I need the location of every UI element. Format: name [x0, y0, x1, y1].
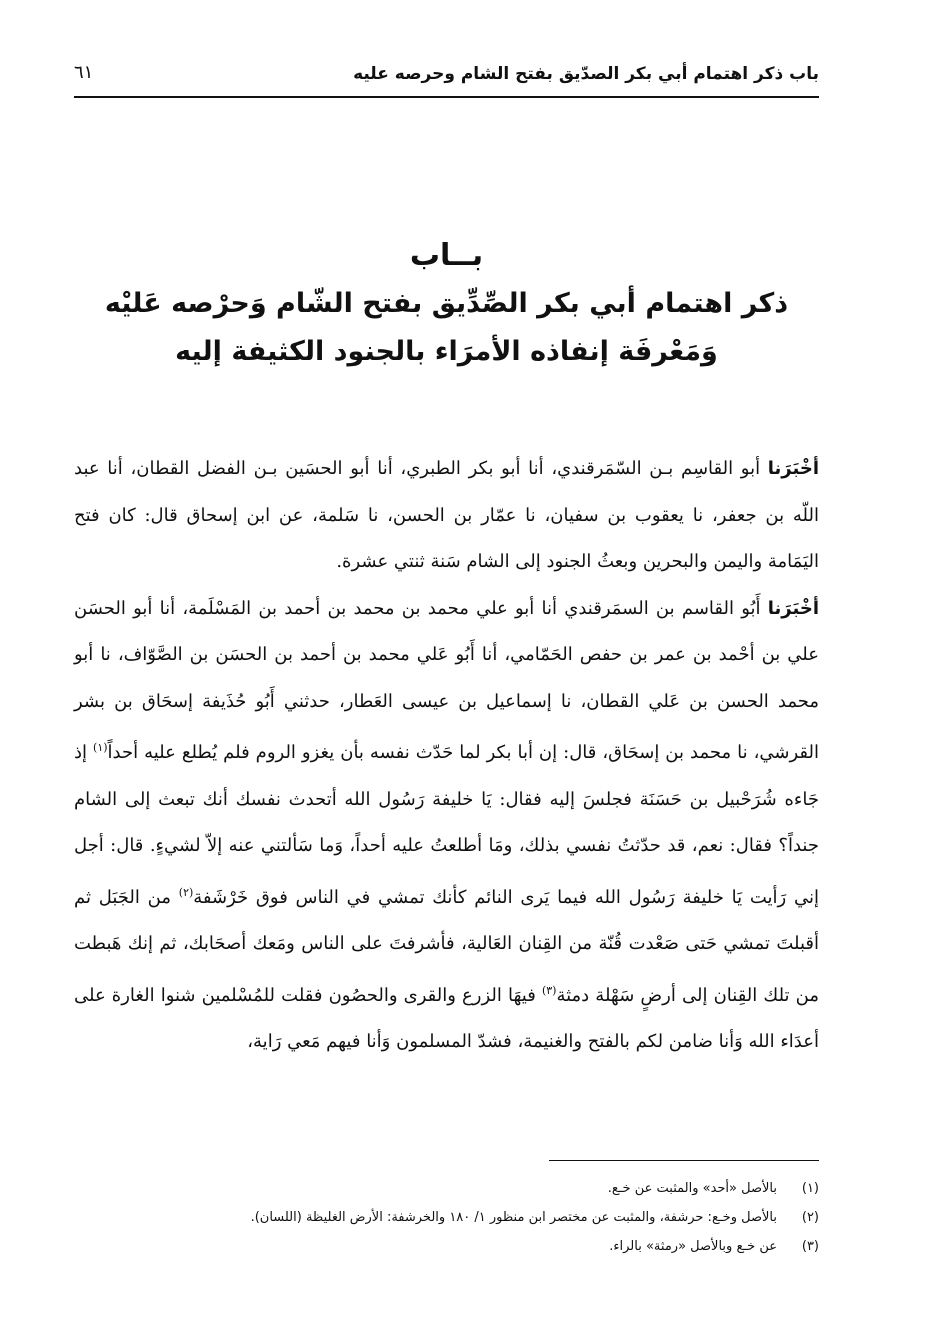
footnote-number: (٣)	[801, 1239, 819, 1254]
footnote-number: (٢)	[801, 1210, 819, 1225]
narration-lead: أخْبَرَنا	[767, 597, 819, 619]
paragraph-1	[74, 446, 819, 586]
running-title: باب ذكر اهتمام أبي بكر الصدّيق بفتح الشام وحرصه عليه	[353, 64, 819, 84]
narration-lead: أخْبَرَنا	[767, 458, 819, 479]
footnote-number: (١)	[801, 1181, 819, 1196]
chapter-heading	[74, 232, 819, 376]
footnote-ref-2[interactable]: (٢)	[178, 885, 194, 899]
footnote-1	[74, 1174, 819, 1203]
running-head	[74, 58, 819, 98]
footnote-ref-1[interactable]: (١)	[93, 741, 108, 754]
paragraph-text: إذ جَاءه شُرَحْبيل بن حَسَنَة فجلسَ إليه فقال: يَا خليفة رَسُول الله أتحدث نفسك أنك تبعث إلى الشام جنداً؟ فقال: نعم، قد حدّثتُ نفسي بذلك، ومَا أطلعتُ عليه أحداً، وَما سَألتني عنه إلاّ لشيءٍ. قال: أجل إني رَأيت يَا خليفة رَسُول الله فيما يَرى النائم كأنك تمشي في الناس فوق خَرْشَفة	[74, 742, 819, 908]
footnote-separator	[549, 1160, 819, 1161]
footnote-text: بالأصل «أحد» والمثبت عن خـع.	[607, 1181, 777, 1196]
paragraph-text: أبو القاسِم بـن السّمَرقندي، أنا أبو بكر الطبري، أنا أبو الحسَين بـن الفضل القطان، أنا عبد اللّه بن جعفر، نا يعقوب بن سفيان، نا عمّار بن الحسن، نا سَلمة، عن ابن إسحاق قال: كان فتح اليَمَامة واليمن والبحرين وبعثُ الجنود إلى الشام سَنة ثنتي عشرة.	[74, 458, 820, 572]
paragraph-text: فيهَا الزرع والقرى والحصُون فقلت للمُسْلمين شنوا الغارة على أعدَاء الله وَأنا ضامن لكم بالفتح والغنيمة، فشدّ المسلمون وَأنا فيهم مَعي رَاية،	[74, 984, 819, 1052]
chapter-label: بــاب	[409, 238, 484, 273]
chapter-title-line-1: ذكر اهتمام أبي بكر الصِّدِّيق بفتح الشّام وَحرْصه عَليْه	[104, 288, 789, 319]
footnote-text: عن خـع وبالأصل «رمثة» بالراء.	[609, 1239, 777, 1254]
header-rule	[74, 96, 819, 98]
chapter-title-line-2: وَمَعْرفَة إنفاذه الأمرَاء بالجنود الكثيفة إليه	[175, 336, 718, 367]
paragraph-2	[74, 586, 819, 1066]
footnote-ref-3[interactable]: (٣)	[541, 983, 557, 997]
page-number: ٦١	[74, 62, 94, 83]
footnote-text: بالأصل وخـع: حرشفة، والمثبت عن مختصر ابن منظور ١/ ١٨٠ والخرشفة: الأرض الغليظة (اللسان).	[250, 1210, 777, 1225]
body-text	[74, 446, 819, 1066]
footnote-3	[74, 1232, 819, 1261]
footnotes	[74, 1174, 819, 1261]
paragraph-text: أَبُو القاسم بن السمَرقندي أنا أبو علي محمد بن محمد بن أحمد بن المَسْلَمة، أنا أبو الحسَن علي بن أحْمد بن عمر بن حفص الحَمّامي، أنا أَبُو عَلي محمد بن أحمد بن الحسَن بن الصَّوّاف، نا أبو محمد الحسن بن عَلي القطان، نا إسماعيل بن عيسى العَطار، حدثني أَبُو حُذَيفة إسحَاق بن بشر القرشي، نا محمد بن إسحَاق، قال: إن أبا بكر لما حَدّث نفسه بأن يغزو الروم فلم يُطلع عليه أحداً	[74, 597, 819, 763]
paragraph-text: من الجَبَل ثم أقبلتَ تمشي حَتى صَعْدت قُنّة من القِنان العَالية، فأشرفتَ على الناس ومَعك أصحَابك، ثم إنك هَبطت من تلك القِنان إلى أرضٍ سَهْلة دمثة	[74, 886, 819, 1006]
footnote-2	[74, 1203, 819, 1232]
